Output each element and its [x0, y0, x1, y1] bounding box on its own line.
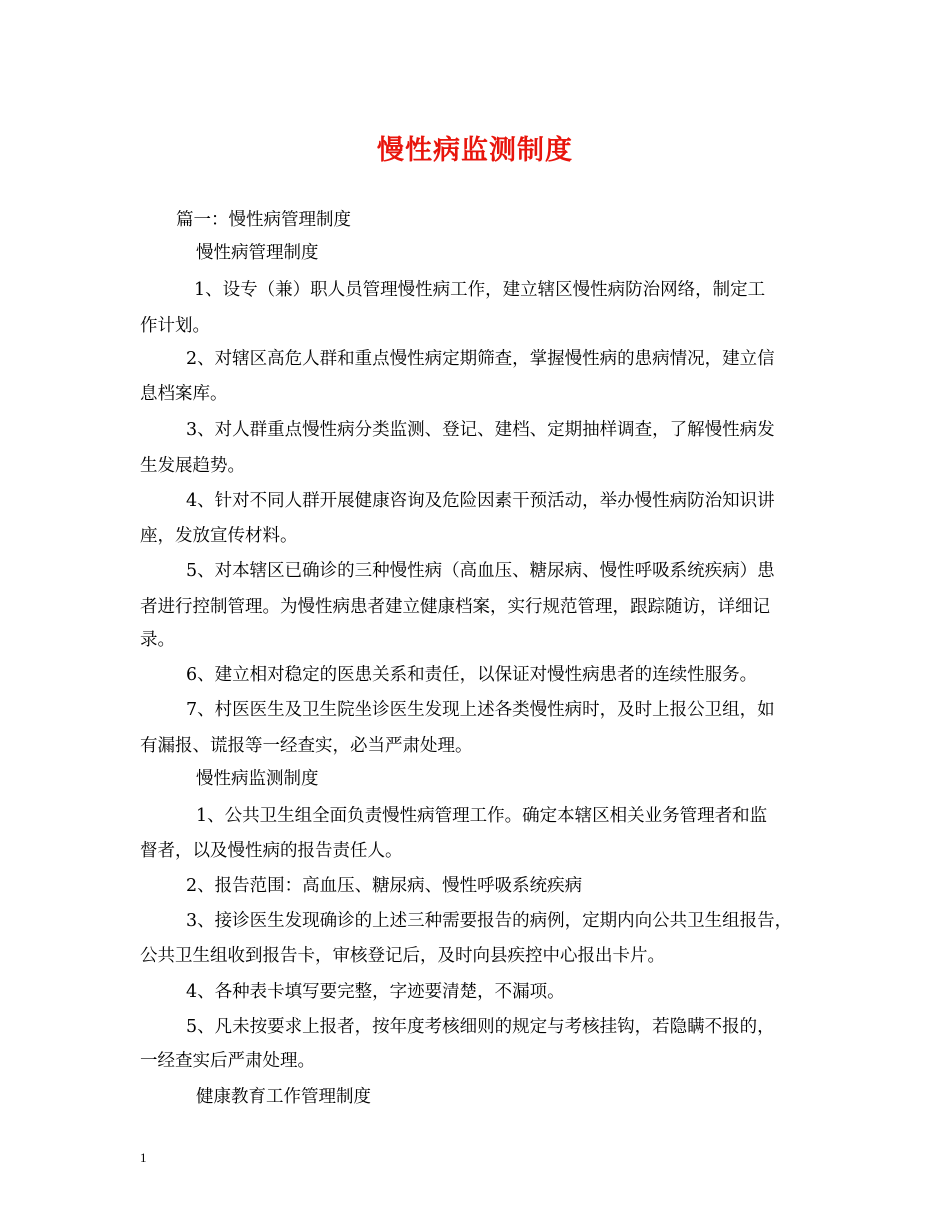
text-line: 3、对人群重点慢性病分类监测、登记、建档、定期抽样调查，了解慢性病发	[186, 420, 775, 440]
text-line: 者进行控制管理。为慢性病患者建立健康档案，实行规范管理，跟踪随访，详细记	[140, 597, 770, 617]
text-line: 生发展趋势。	[140, 456, 245, 476]
document-title: 慢性病监测制度	[377, 135, 573, 166]
page-number: 1	[140, 1150, 147, 1165]
text-line: 录。	[140, 630, 175, 650]
text-line: 慢性病监测制度	[196, 769, 319, 789]
text-line: 4、针对不同人群开展健康咨询及危险因素干预活动，举办慢性病防治知识讲	[186, 491, 775, 511]
text-line: 5、对本辖区已确诊的三种慢性病（高血压、糖尿病、慢性呼吸系统疾病）患	[186, 561, 775, 581]
text-line: 7、村医医生及卫生院坐诊医生发现上述各类慢性病时，及时上报公卫组，如	[186, 700, 775, 720]
text-line: 作计划。	[140, 316, 210, 336]
text-line: 5、凡未按要求上报者，按年度考核细则的规定与考核挂钩，若隐瞒不报的，	[186, 1017, 775, 1037]
text-line: 3、接诊医生发现确诊的上述三种需要报告的病例，定期内向公共卫生组报告，	[186, 911, 793, 931]
text-line: 督者，以及慢性病的报告责任人。	[140, 841, 403, 861]
text-line: 4、各种表卡填写要完整，字迹要清楚，不漏项。	[186, 982, 565, 1002]
text-line: 息档案库。	[140, 384, 228, 404]
text-line: 一经查实后严肃处理。	[140, 1051, 315, 1071]
text-line: 2、对辖区高危人群和重点慢性病定期筛查，掌握慢性病的患病情况，建立信	[186, 349, 775, 369]
text-line: 6、建立相对稳定的医患关系和责任，以保证对慢性病患者的连续性服务。	[186, 665, 758, 685]
text-line: 篇一：慢性病管理制度	[176, 210, 351, 230]
text-line: 公共卫生组收到报告卡，审核登记后，及时向县疾控中心报出卡片。	[140, 946, 665, 966]
text-line: 1、公共卫生组全面负责慢性病管理工作。确定本辖区相关业务管理者和监	[196, 806, 768, 826]
text-line: 有漏报、谎报等一经查实，必当严肃处理。	[140, 736, 473, 756]
text-line: 慢性病管理制度	[196, 243, 319, 263]
text-line: 2、报告范围：高血压、糖尿病、慢性呼吸系统疾病	[186, 876, 583, 896]
text-line: 座，发放宣传材料。	[140, 526, 298, 546]
text-line: 健康教育工作管理制度	[196, 1087, 371, 1107]
text-line: 1、设专（兼）职人员管理慢性病工作，建立辖区慢性病防治网络，制定工	[194, 280, 766, 300]
